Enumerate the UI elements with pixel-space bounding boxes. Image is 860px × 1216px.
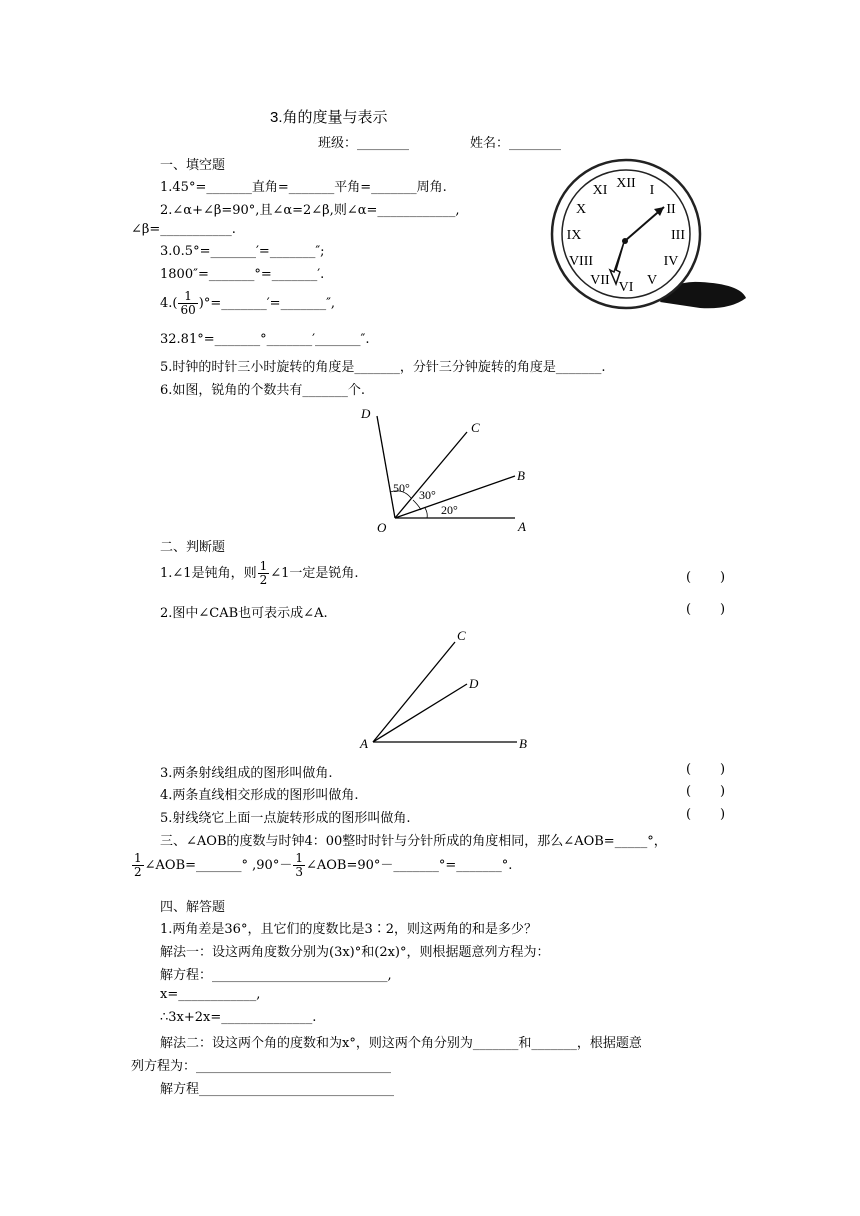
label-d: D (469, 676, 479, 691)
method-1-solve: 解方程：___________________________, (160, 968, 392, 983)
name-field[interactable]: 姓名：________ (470, 136, 562, 151)
angle-30-label: 30° (419, 488, 436, 502)
method-1-x: x=____________, (160, 987, 261, 1002)
fraction-1-2: $\frac{1}{2}$ (259, 559, 268, 587)
label-o: O (377, 520, 387, 535)
clock-numeral: IX (566, 228, 582, 243)
figure-angle-cab (355, 622, 545, 754)
clock-numeral: VI (618, 280, 634, 295)
clock-numeral: XI (592, 183, 608, 198)
fraction-1-3: $\frac{1}{3}$ (295, 851, 303, 879)
clock-numeral: VIII (568, 254, 594, 269)
question-1-5: 5.时钟的时针三小时旋转的角度是_______，分针三分钟旋转的角度是_______. (160, 360, 606, 375)
method-2-solve: 解方程______________________________ (160, 1082, 395, 1097)
answer-box-2-5[interactable]: ( ) (686, 807, 726, 822)
section-judgement-heading: 二、判断题 (160, 540, 226, 555)
clock-numeral: II (666, 202, 676, 217)
q4-suffix: )°=_______′=_______″, (198, 296, 336, 311)
section-fill-blank-heading: 一、填空题 (160, 158, 226, 173)
question-1-4b: 32.81°=_______°_______′_______″. (160, 332, 370, 347)
clock-numeral: XII (616, 176, 636, 191)
clock-illustration (550, 152, 750, 322)
question-2-5: 5.射线绕它上面一点旋转形成的图形叫做角. (160, 811, 411, 826)
ray-ac (373, 642, 455, 742)
method-1: 解法一：设这两角度数分别为(3x)°和(2x)°，则根据题意列方程为： (160, 945, 550, 960)
angle-50-label: 50° (393, 481, 410, 495)
question-1-2a: 2.∠α+∠β=90°,且∠α=2∠β,则∠α=____________, (160, 203, 460, 218)
answer-box-2-1[interactable]: ( ) (686, 570, 726, 585)
question-1-3a: 3.0.5°=_______′=_______″; (160, 244, 325, 259)
section-3-line1: 三、∠AOB的度数与时钟4：00整时时针与分针所成的角度相同，那么∠AOB=_____°， (160, 834, 667, 849)
fraction-1-60: $\frac{1}{60}$ (180, 289, 196, 317)
answer-box-2-4[interactable]: ( ) (686, 784, 726, 799)
question-4-1: 1.两角差是36°，且它们的度数比是3∶2，则这两角的和是多少？ (160, 922, 537, 937)
label-c: C (457, 628, 466, 643)
answer-box-2-3[interactable]: ( ) (686, 762, 726, 777)
section-solve-heading: 四、解答题 (160, 900, 226, 915)
clock-numeral: III (671, 228, 685, 243)
clock-numeral: V (646, 273, 658, 288)
fraction-1-2: $\frac{1}{2}$ (134, 851, 142, 879)
angle-20-label: 20° (441, 503, 458, 517)
arc-20 (425, 508, 427, 518)
method-2a: 解法二：设这两个角的度数和为x°，则这两个角分别为_______和_______，根据题意 (160, 1036, 642, 1051)
question-2-3: 3.两条射线组成的图形叫做角. (160, 766, 333, 781)
question-2-4: 4.两条直线相交形成的图形叫做角. (160, 788, 359, 803)
class-field[interactable]: 班级：________ (318, 136, 410, 151)
question-1-2b: ∠β=___________. (131, 222, 236, 237)
method-1-sum: ∴3x+2x=______________. (160, 1010, 317, 1025)
ray-ad (373, 684, 467, 742)
question-1-1: 1.45°=_______直角=_______平角=_______周角. (160, 180, 447, 195)
label-c: C (471, 420, 480, 435)
method-2b: 列方程为：______________________________ (131, 1059, 392, 1074)
clock-numeral: VII (590, 273, 610, 288)
question-2-2: 2.图中∠CAB也可表示成∠A. (160, 606, 328, 621)
clock-center (622, 238, 628, 244)
q4-prefix: 4.( (160, 296, 178, 311)
clock-numeral: X (575, 202, 587, 217)
answer-box-2-2[interactable]: ( ) (686, 602, 726, 617)
question-1-4a (160, 290, 335, 317)
label-b: B (517, 468, 525, 483)
question-1-3b: 1800″=_______°=_______′. (160, 267, 325, 282)
label-d: D (361, 406, 371, 421)
clock-numeral: IV (663, 254, 679, 269)
question-1-6: 6.如图，锐角的个数共有_______个. (160, 383, 366, 398)
ray-od (377, 416, 395, 518)
figure-angles-dcba (355, 398, 545, 538)
label-a: A (360, 736, 368, 751)
label-b: B (519, 736, 527, 751)
clock-numeral: I (649, 183, 655, 198)
page-title: 3.角的度量与表示 (270, 109, 388, 126)
section-3-line2: $\frac{1}{2}$ ∠AOB=_______° ,90°－ $\frac{1}{3}$ ∠AOB=90°－_______°=_______°. (134, 851, 513, 879)
question-2-1: 1.∠1是钝角，则 $\frac{1}{2}$ ∠1一定是锐角. (160, 559, 359, 587)
label-a: A (518, 519, 526, 534)
